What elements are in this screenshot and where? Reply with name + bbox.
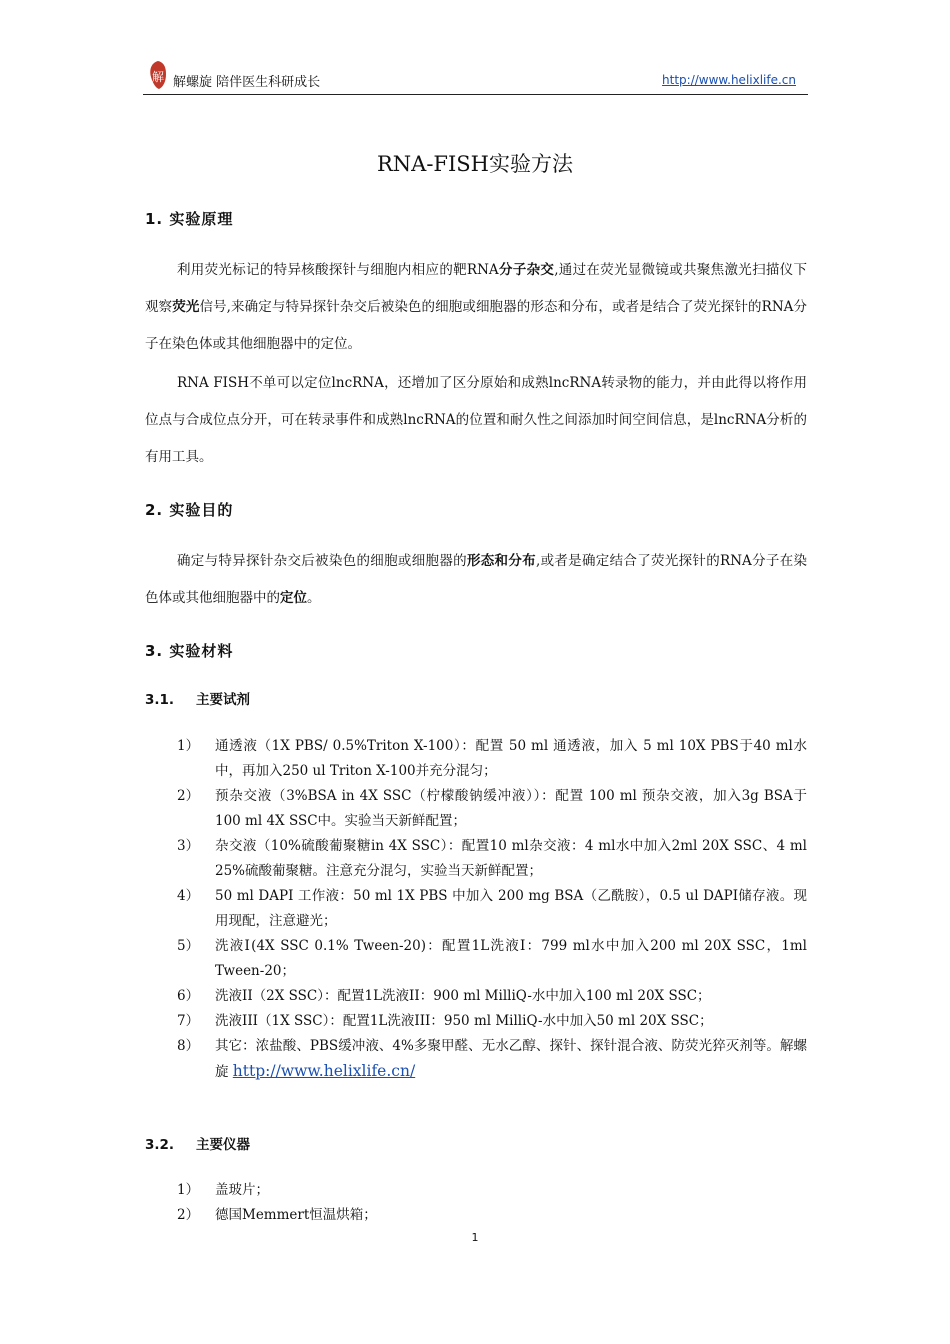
list-item: 3） 杂交液（10%硫酸葡聚糖in 4X SSC）：配置10 ml杂交液：4 ml水中加入2ml 20X SSC、4 ml 25%硫酸葡聚糖。注意充分混匀，实验当天新鲜配置； <box>177 838 807 879</box>
section-heading-purpose: 2. 实验目的 <box>145 501 234 519</box>
subsection-heading-reagents: 3.1. 主要试剂 <box>145 692 251 708</box>
subsection-heading-instruments: 3.2. 主要仪器 <box>145 1137 251 1153</box>
section-heading-principle: 1. 实验原理 <box>145 210 234 228</box>
page-number: 1 <box>471 1231 479 1244</box>
list-item: 2） 德国Memmert恒温烘箱； <box>177 1207 377 1223</box>
helixlife-logo-icon <box>147 60 169 90</box>
purpose-paragraph: 确定与特异探针杂交后被染色的细胞或细胞器的形态和分布,或者是确定结合了荧光探针的RNA分子在染色体或其他细胞器中的定位。 <box>145 553 807 606</box>
list-item: 1） 盖玻片； <box>177 1182 269 1198</box>
section-heading-materials: 3. 实验材料 <box>145 642 234 660</box>
list-item: 7） 洗液III（1X SSC）：配置1L洗液III：950 ml MilliQ-水中加入50 ml 20X SSC； <box>177 1013 713 1029</box>
principle-paragraph-1: 利用荧光标记的特异核酸探针与细胞内相应的靶RNA分子杂交,通过在荧光显微镜或共聚焦激光扫描仪下观察荧光信号,来确定与特异探针杂交后被染色的细胞或细胞器的形态和分布，或者是结合了荧光探针的RNA分子在染色体或其他细胞器中的定位。 <box>145 262 807 352</box>
reagent-list <box>145 734 807 1085</box>
list-item: 1） 通透液（1X PBS/ 0.5%Triton X-100）：配置 50 ml 通透液，加入 5 ml 10X PBS于40 ml水中，再加入250 ul Triton X-100并充分混匀； <box>177 738 807 779</box>
page-header <box>143 60 808 95</box>
svg-text:解: 解 <box>151 70 165 84</box>
list-item: 6） 洗液II（2X SSC）：配置1L洗液II：900 ml MilliQ-水中加入100 ml 20X SSC； <box>177 988 711 1004</box>
brand-tagline: 解螺旋 陪伴医生科研成长 <box>173 75 321 90</box>
document-title: RNA-FISH实验方法 <box>376 152 573 176</box>
header-site-link[interactable]: http://www.helixlife.cn <box>662 73 796 87</box>
list-item: 5） 洗液Ⅰ(4X SSC 0.1% Tween-20)：配置1L洗液Ⅰ：799 ml水中加入200 ml 20X SSC，1ml Tween-20； <box>177 938 807 979</box>
helixlife-link[interactable]: http://www.helixlife.cn/ <box>232 1062 416 1080</box>
list-item: 4） 50 ml DAPI 工作液：50 ml 1X PBS 中加入 200 mg BSA（乙酰胺），0.5 ul DAPI储存液。现用现配，注意避光； <box>177 888 807 929</box>
list-item: 8） 其它：浓盐酸、PBS缓冲液、4%多聚甲醛、无水乙醇、探针、探针混合液、防荧光猝灭剂等。解螺旋 http://www.helixlife.cn/ <box>177 1038 807 1080</box>
instrument-list <box>145 1178 807 1228</box>
list-item: 2） 预杂交液（3%BSA in 4X SSC（柠檬酸钠缓冲液））：配置 100 ml 预杂交液，加入3g BSA于100 ml 4X SSC中。实验当天新鲜配置； <box>177 788 807 829</box>
principle-paragraph-2: RNA FISH不单可以定位lncRNA，还增加了区分原始和成熟lncRNA转录物的能力，并由此得以将作用位点与合成位点分开，可在转录事件和成熟lncRNA的位置和耐久性之间添加时间空间信息，是lncRNA分析的有用工具。 <box>145 375 807 465</box>
